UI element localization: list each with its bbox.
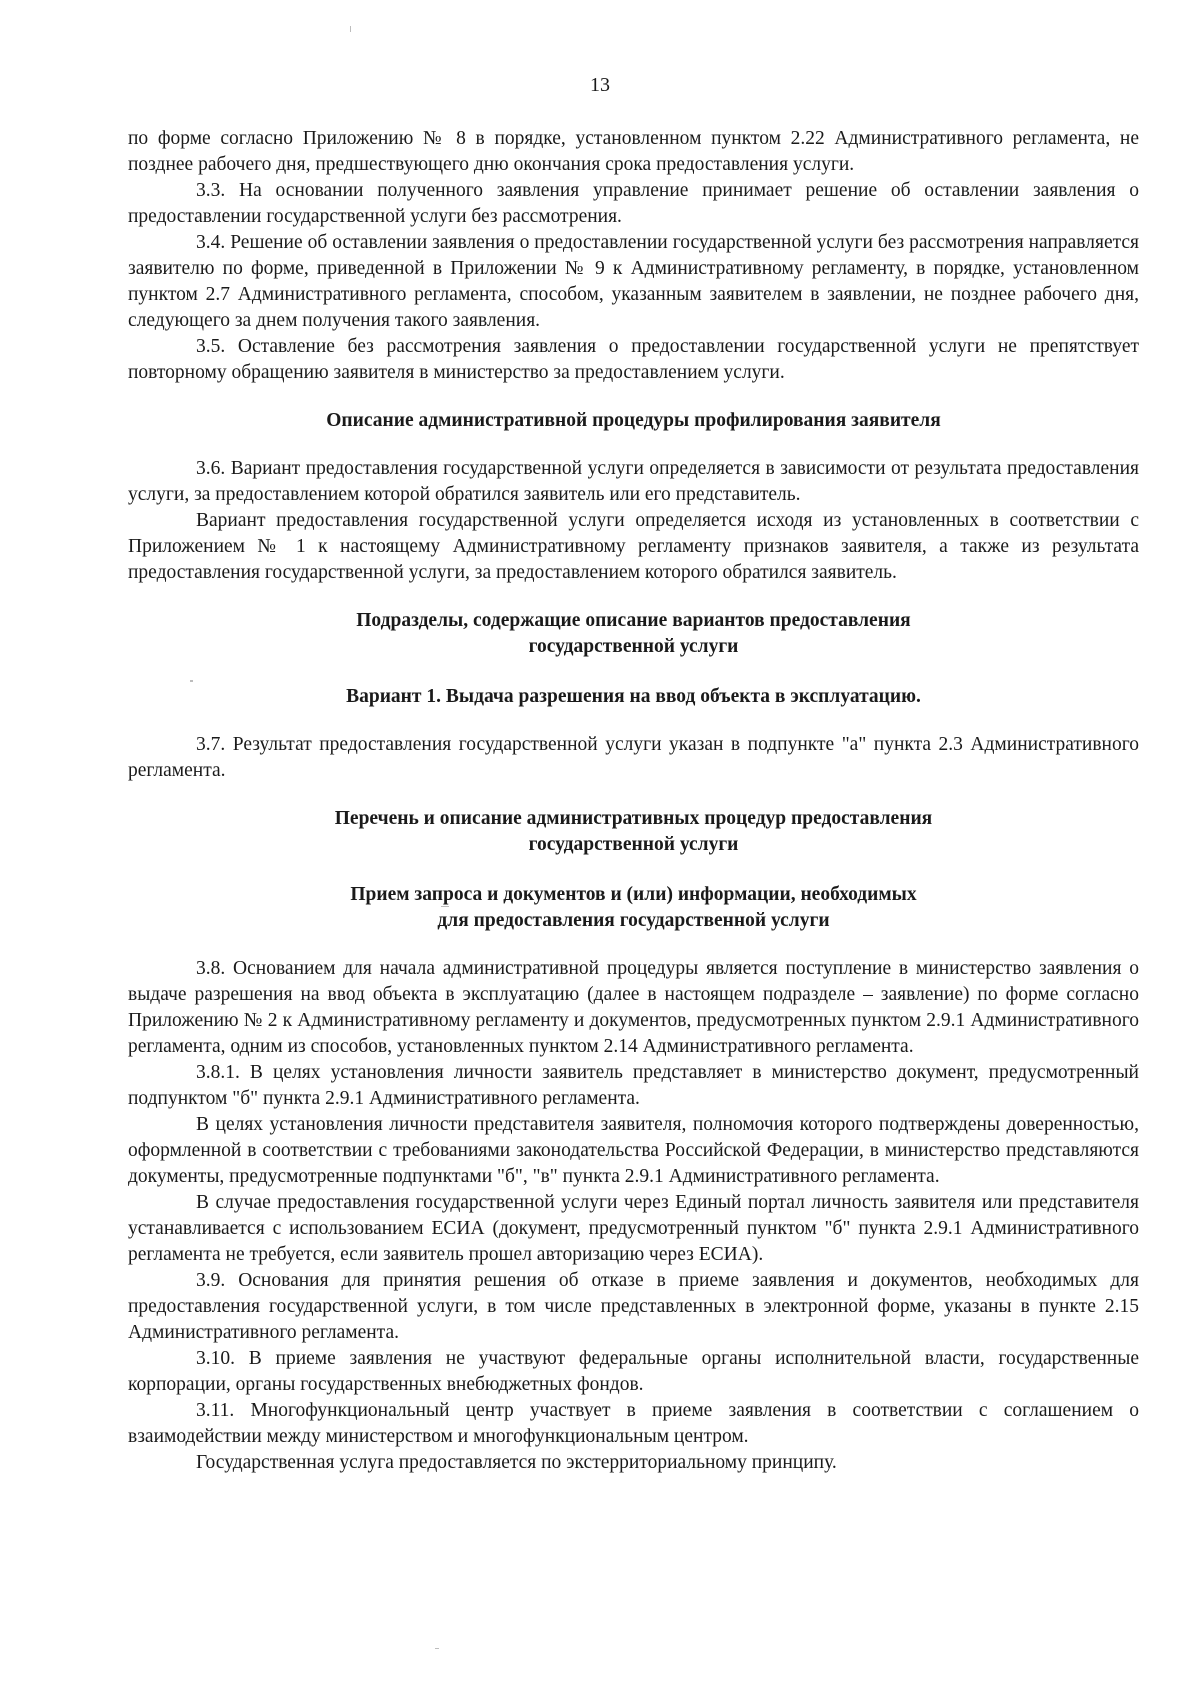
paragraph-3-11: 3.11. Многофункциональный центр участвует в приеме заявления в соответствии с соглашением о взаимодействии между министерством и многофункциональным центром. <box>128 1400 1139 1447</box>
paragraph-3-3: 3.3. На основании полученного заявления управление принимает решение об оставлении заявления о предоставлении государственной услуги без рассмотрения. <box>128 180 1139 227</box>
scan-speck <box>190 680 193 682</box>
paragraph-3-5: 3.5. Оставление без рассмотрения заявления о предоставлении государственной услуги не препятствует повторному обращению заявителя в министерство за предоставлением услуги. <box>128 336 1139 383</box>
paragraph-3-10: 3.10. В приеме заявления не участвуют федеральные органы исполнительной власти, государственные корпорации, органы государственных внебюджетных фондов. <box>128 1348 1139 1395</box>
heading-request-reception: Прием запроса и документов и (или) информации, необходимых для предоставления государственной услуги <box>350 884 917 931</box>
document-body <box>128 126 1139 1476</box>
paragraph-3-4: 3.4. Решение об оставлении заявления о предоставлении государственной услуги без рассмотрения направляется заявителю по форме, приведенной в Приложении № 9 к Административному регламенту, в порядке, установленном пунктом 2.7 Административного регламента, способом, указанным заявителем в заявлении, не позднее рабочего дня, следующего за днем получения такого заявления. <box>128 232 1139 331</box>
heading-variant-1: Вариант 1. Выдача разрешения на ввод объекта в эксплуатацию. <box>346 686 921 707</box>
paragraph-variant-definition: Вариант предоставления государственной услуги определяется исходя из установленных в соответствии с Приложением № 1 к настоящему Административному регламенту признаков заявителя, а также из результата предоставления государственной услуги, за предоставлением которого обратился заявитель. <box>128 510 1139 583</box>
paragraph-extraterritorial: Государственная услуга предоставляется по экстерриториальному принципу. <box>196 1452 837 1473</box>
paragraph-continuation: по форме согласно Приложению № 8 в порядке, установленном пунктом 2.22 Административного регламента, не позднее рабочего дня, предшествующего дню окончания срока предоставления услуги. <box>128 128 1139 175</box>
scan-speck <box>350 26 351 32</box>
scan-speck <box>435 1648 439 1649</box>
heading-profiling: Описание административной процедуры профилирования заявителя <box>326 410 941 431</box>
scan-speck <box>441 906 449 907</box>
paragraph-3-7: 3.7. Результат предоставления государственной услуги указан в подпункте "а" пункта 2.3 Административного регламента. <box>128 734 1139 781</box>
paragraph-3-8: 3.8. Основанием для начала административной процедуры является поступление в министерство заявления о выдаче разрешения на ввод объекта в эксплуатацию (далее в настоящем подразделе – заявление) по форме согласно Приложению № 2 к Административному регламенту и документов, предусмотренных пунктом 2.9.1 Административного регламента, одним из способов, установленных пунктом 2.14 Административного регламента. <box>128 958 1139 1057</box>
heading-procedures-list: Перечень и описание административных процедур предоставления государственной услуги <box>334 808 933 855</box>
paragraph-single-portal: В случае предоставления государственной услуги через Единый портал личность заявителя или представителя устанавливается с использованием ЕСИА (документ, предусмотренный пунктом "б" пункта 2.9.1 Административного регламента не требуется, если заявитель прошел авторизацию через ЕСИА). <box>128 1192 1139 1265</box>
page-number: 13 <box>590 74 610 96</box>
paragraph-3-6: 3.6. Вариант предоставления государственной услуги определяется в зависимости от результата предоставления услуги, за предоставлением которой обратился заявитель или его представитель. <box>128 458 1139 505</box>
paragraph-3-9: 3.9. Основания для принятия решения об отказе в приеме заявления и документов, необходимых для предоставления государственной услуги, в том числе представленных в электронной форме, указаны в пункте 2.15 Административного регламента. <box>128 1270 1139 1343</box>
paragraph-3-8-1: 3.8.1. В целях установления личности заявитель представляет в министерство документ, предусмотренный подпунктом "б" пункта 2.9.1 Административного регламента. <box>128 1062 1139 1109</box>
paragraph-representative: В целях установления личности представителя заявителя, полномочия которого подтверждены доверенностью, оформленной в соответствии с требованиями законодательства Российской Федерации, в министерство представляются документы, предусмотренные подпунктами "б", "в" пункта 2.9.1 Административного регламента. <box>128 1114 1139 1187</box>
heading-subsections: Подразделы, содержащие описание вариантов предоставления государственной услуги <box>356 610 911 657</box>
